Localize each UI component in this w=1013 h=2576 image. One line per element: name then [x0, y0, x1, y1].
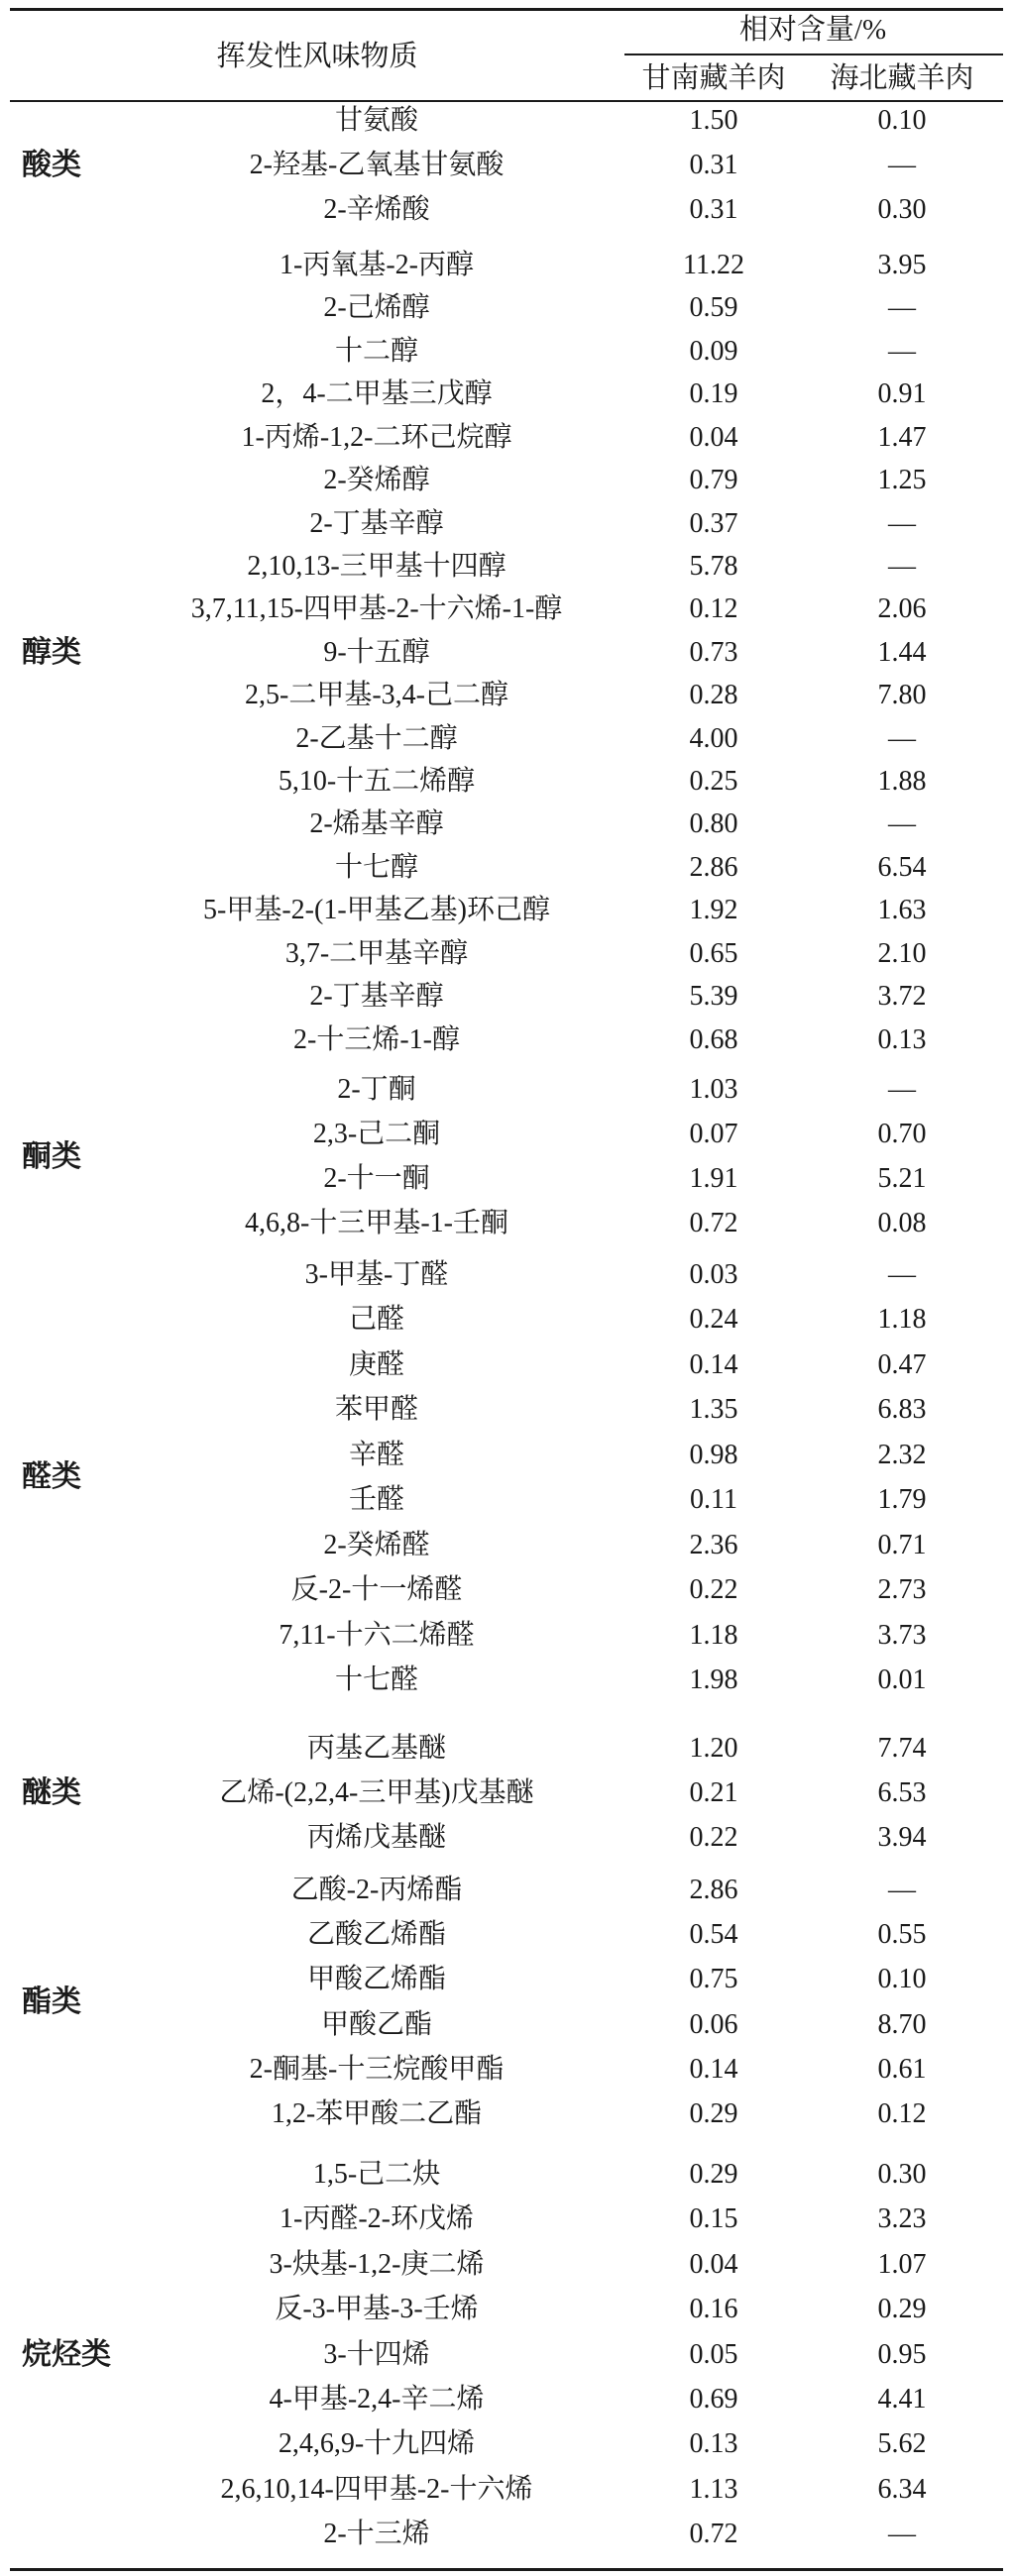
- haibei-value: 3.72: [877, 981, 927, 1013]
- gannan-value: 0.28: [689, 680, 738, 711]
- compound-name: 2-酮基-十三烷酸甲酯: [249, 2053, 505, 2085]
- compound-name: 甲酸乙酯: [320, 2008, 432, 2040]
- compound-name: 十二醇: [334, 335, 418, 367]
- compound-name: 7,11-十六二烯醛: [279, 1619, 475, 1651]
- compound-name: 2-羟基-乙氧基甘氨酸: [249, 150, 505, 181]
- compound-name: 十七醛: [334, 1664, 418, 1695]
- compound-name: 2-十三烯-1-醇: [293, 1023, 460, 1055]
- haibei-value: 6.34: [877, 2473, 927, 2505]
- gannan-value: 0.59: [689, 292, 738, 324]
- gannan-value: 0.68: [689, 1023, 738, 1055]
- gannan-value: 2.86: [689, 851, 738, 883]
- compound-name: 2-十三烯: [323, 2519, 430, 2550]
- compound-name: 2,10,13-三甲基十四醇: [247, 550, 506, 582]
- haibei-value: 0.47: [877, 1348, 927, 1380]
- gannan-value: 0.14: [689, 2053, 738, 2085]
- compound-name: 2-丁基辛醇: [309, 981, 444, 1013]
- compound-name: 苯甲醛: [334, 1394, 418, 1426]
- haibei-value: 2.10: [877, 937, 927, 969]
- compound-name: 3-十四烯: [323, 2338, 430, 2370]
- compound-name: 2,3-己二酮: [312, 1119, 441, 1149]
- haibei-value: 0.12: [877, 2098, 927, 2130]
- category-label: 酸类: [22, 149, 81, 182]
- gannan-value: 0.09: [689, 335, 738, 367]
- header-haibei: 海北藏羊肉: [830, 62, 974, 94]
- haibei-value: 4.41: [877, 2384, 927, 2415]
- gannan-value: 1.03: [689, 1074, 738, 1105]
- haibei-value: —: [888, 808, 916, 840]
- compound-name: 2，4-二甲基三戊醇: [261, 378, 493, 410]
- gannan-value: 0.05: [689, 2338, 738, 2370]
- haibei-value: 0.70: [877, 1119, 927, 1149]
- gannan-value: 4.00: [689, 722, 738, 754]
- compound-name: 丙烯戊基醚: [306, 1822, 446, 1853]
- haibei-value: 0.71: [877, 1529, 927, 1560]
- gannan-value: 0.80: [689, 808, 738, 840]
- gannan-value: 0.15: [689, 2203, 738, 2235]
- haibei-value: 6.53: [877, 1777, 927, 1808]
- gannan-value: 0.54: [689, 1919, 738, 1951]
- haibei-value: 3.94: [877, 1822, 927, 1853]
- gannan-value: 1.13: [689, 2473, 738, 2505]
- gannan-value: 0.11: [690, 1484, 737, 1516]
- compound-name: 3,7,11,15-四甲基-2-十六烯-1-醇: [190, 593, 563, 625]
- gannan-value: 0.19: [689, 378, 738, 410]
- category-label: 酯类: [22, 1986, 81, 2019]
- header-bottom-rule: [10, 100, 1003, 102]
- gannan-value: 0.22: [689, 1574, 738, 1606]
- haibei-value: —: [888, 1875, 916, 1905]
- compound-name: 己醛: [348, 1304, 404, 1336]
- gannan-value: 11.22: [683, 250, 744, 280]
- compound-name: 2-丁酮: [337, 1074, 416, 1105]
- header-mid-rule: [624, 54, 1003, 55]
- haibei-value: 3.23: [877, 2203, 927, 2235]
- gannan-value: 0.79: [689, 465, 738, 496]
- haibei-value: —: [888, 292, 916, 324]
- haibei-value: —: [888, 150, 916, 181]
- haibei-value: 1.07: [877, 2248, 927, 2280]
- category-label: 烷烃类: [22, 2337, 111, 2371]
- compound-name: 2-乙基十二醇: [295, 722, 458, 754]
- haibei-value: 0.08: [877, 1208, 927, 1238]
- haibei-value: 3.95: [877, 250, 927, 280]
- gannan-value: 5.78: [689, 550, 738, 582]
- haibei-value: 6.54: [877, 851, 927, 883]
- gannan-value: 1.20: [689, 1733, 738, 1764]
- gannan-value: 0.29: [689, 2159, 738, 2190]
- gannan-value: 2.86: [689, 1875, 738, 1905]
- compound-name: 乙酸乙烯酯: [306, 1919, 446, 1951]
- haibei-value: 2.73: [877, 1574, 927, 1606]
- table-top-rule: [10, 8, 1003, 11]
- gannan-value: 0.14: [689, 1348, 738, 1380]
- category-label: 酮类: [22, 1139, 81, 1173]
- gannan-value: 1.98: [689, 1664, 738, 1695]
- haibei-value: 1.63: [877, 895, 927, 926]
- compound-name: 甲酸乙烯酯: [306, 1964, 446, 1995]
- compound-name: 1,2-苯甲酸二乙酯: [271, 2098, 483, 2130]
- haibei-value: 1.25: [877, 465, 927, 496]
- gannan-value: 0.04: [689, 421, 738, 453]
- haibei-value: —: [888, 507, 916, 539]
- compound-name: 反-3-甲基-3-壬烯: [275, 2294, 479, 2325]
- haibei-value: 1.47: [877, 421, 927, 453]
- haibei-value: 0.10: [877, 105, 927, 136]
- compound-name: 辛醛: [348, 1439, 404, 1470]
- gannan-value: 0.31: [689, 194, 738, 226]
- haibei-value: 2.06: [877, 593, 927, 625]
- haibei-value: 0.30: [877, 194, 927, 226]
- haibei-value: 3.73: [877, 1619, 927, 1651]
- haibei-value: —: [888, 335, 916, 367]
- haibei-value: 7.74: [877, 1733, 927, 1764]
- compound-name: 丙基乙基醚: [306, 1733, 446, 1764]
- gannan-value: 0.69: [689, 2384, 738, 2415]
- compound-name: 2-丁基辛醇: [309, 507, 444, 539]
- compound-name: 庚醛: [348, 1348, 404, 1380]
- haibei-value: 0.95: [877, 2338, 927, 2370]
- haibei-value: 0.13: [877, 1023, 927, 1055]
- compound-name: 9-十五醇: [323, 636, 430, 668]
- compound-name: 5-甲基-2-(1-甲基乙基)环己醇: [203, 895, 550, 926]
- compound-name: 1-丙氧基-2-丙醇: [280, 250, 474, 280]
- compound-name: 2-烯基辛醇: [309, 808, 444, 840]
- compound-name: 乙烯-(2,2,4-三甲基)戊基醚: [219, 1777, 534, 1808]
- compound-name: 2,5-二甲基-3,4-己二醇: [245, 680, 508, 711]
- haibei-value: 1.88: [877, 766, 927, 798]
- gannan-value: 2.36: [689, 1529, 738, 1560]
- header-substance: 挥发性风味物质: [216, 41, 418, 72]
- gannan-value: 0.16: [689, 2294, 738, 2325]
- compound-name: 2-十一酮: [323, 1163, 430, 1194]
- compound-name: 乙酸-2-丙烯酯: [290, 1875, 463, 1905]
- haibei-value: —: [888, 722, 916, 754]
- compound-name: 十七醇: [334, 851, 418, 883]
- compound-name: 2-己烯醇: [323, 292, 430, 324]
- haibei-value: 0.61: [877, 2053, 927, 2085]
- gannan-value: 0.98: [689, 1439, 738, 1470]
- gannan-value: 0.72: [689, 1208, 738, 1238]
- gannan-value: 0.07: [689, 1119, 738, 1149]
- gannan-value: 1.18: [689, 1619, 738, 1651]
- gannan-value: 1.92: [689, 895, 738, 926]
- table-bottom-rule: [10, 2568, 1003, 2571]
- haibei-value: —: [888, 550, 916, 582]
- compound-name: 3-炔基-1,2-庚二烯: [269, 2248, 485, 2280]
- haibei-value: 0.55: [877, 1919, 927, 1951]
- haibei-value: —: [888, 2519, 916, 2550]
- compound-name: 3,7-二甲基辛醇: [284, 937, 469, 969]
- compound-name: 2,6,10,14-四甲基-2-十六烯: [220, 2473, 533, 2505]
- category-label: 醚类: [22, 1776, 81, 1809]
- haibei-value: 0.29: [877, 2294, 927, 2325]
- gannan-value: 1.50: [689, 105, 738, 136]
- compound-name: 1-丙烯-1,2-二环己烷醇: [241, 421, 512, 453]
- compound-name: 甘氨酸: [334, 105, 418, 136]
- gannan-value: 0.04: [689, 2248, 738, 2280]
- category-label: 醇类: [22, 635, 81, 669]
- haibei-value: 1.44: [877, 636, 927, 668]
- compound-name: 1,5-己二炔: [312, 2159, 441, 2190]
- gannan-value: 0.06: [689, 2008, 738, 2040]
- header-gannan: 甘南藏羊肉: [641, 62, 786, 94]
- haibei-value: 5.21: [877, 1163, 927, 1194]
- gannan-value: 0.12: [689, 593, 738, 625]
- haibei-value: 0.30: [877, 2159, 927, 2190]
- compound-name: 3-甲基-丁醛: [304, 1259, 449, 1290]
- gannan-value: 0.73: [689, 636, 738, 668]
- haibei-value: 0.91: [877, 378, 927, 410]
- haibei-value: 1.18: [877, 1304, 927, 1336]
- compound-name: 2,4,6,9-十九四烯: [278, 2428, 476, 2460]
- gannan-value: 0.75: [689, 1964, 738, 1995]
- haibei-value: 2.32: [877, 1439, 927, 1470]
- haibei-value: 8.70: [877, 2008, 927, 2040]
- haibei-value: 0.01: [877, 1664, 927, 1695]
- compound-name: 反-2-十一烯醛: [290, 1574, 463, 1606]
- gannan-value: 0.03: [689, 1259, 738, 1290]
- haibei-value: 5.62: [877, 2428, 927, 2460]
- gannan-value: 1.35: [689, 1394, 738, 1426]
- haibei-value: 6.83: [877, 1394, 927, 1426]
- gannan-value: 0.37: [689, 507, 738, 539]
- haibei-value: —: [888, 1259, 916, 1290]
- gannan-value: 0.72: [689, 2519, 738, 2550]
- haibei-value: 1.79: [877, 1484, 927, 1516]
- compound-name: 5,10-十五二烯醇: [278, 766, 476, 798]
- gannan-value: 0.25: [689, 766, 738, 798]
- gannan-value: 0.65: [689, 937, 738, 969]
- compound-name: 2-癸烯醛: [323, 1529, 430, 1560]
- haibei-value: —: [888, 1074, 916, 1105]
- gannan-value: 0.21: [689, 1777, 738, 1808]
- category-label: 醛类: [22, 1460, 81, 1494]
- gannan-value: 0.22: [689, 1822, 738, 1853]
- gannan-value: 1.91: [689, 1163, 738, 1194]
- gannan-value: 5.39: [689, 981, 738, 1013]
- compound-name: 2-辛烯酸: [323, 194, 430, 226]
- haibei-value: 0.10: [877, 1964, 927, 1995]
- gannan-value: 0.31: [689, 150, 738, 181]
- gannan-value: 0.24: [689, 1304, 738, 1336]
- header-relative-content: 相对含量/%: [738, 14, 887, 46]
- haibei-value: 7.80: [877, 680, 927, 711]
- gannan-value: 0.13: [689, 2428, 738, 2460]
- gannan-value: 0.29: [689, 2098, 738, 2130]
- compound-name: 壬醛: [348, 1484, 404, 1516]
- compound-name: 2-癸烯醇: [323, 465, 430, 496]
- compound-name: 1-丙醛-2-环戊烯: [280, 2203, 474, 2235]
- compound-name: 4,6,8-十三甲基-1-壬酮: [245, 1208, 508, 1238]
- compound-name: 4-甲基-2,4-辛二烯: [269, 2384, 485, 2415]
